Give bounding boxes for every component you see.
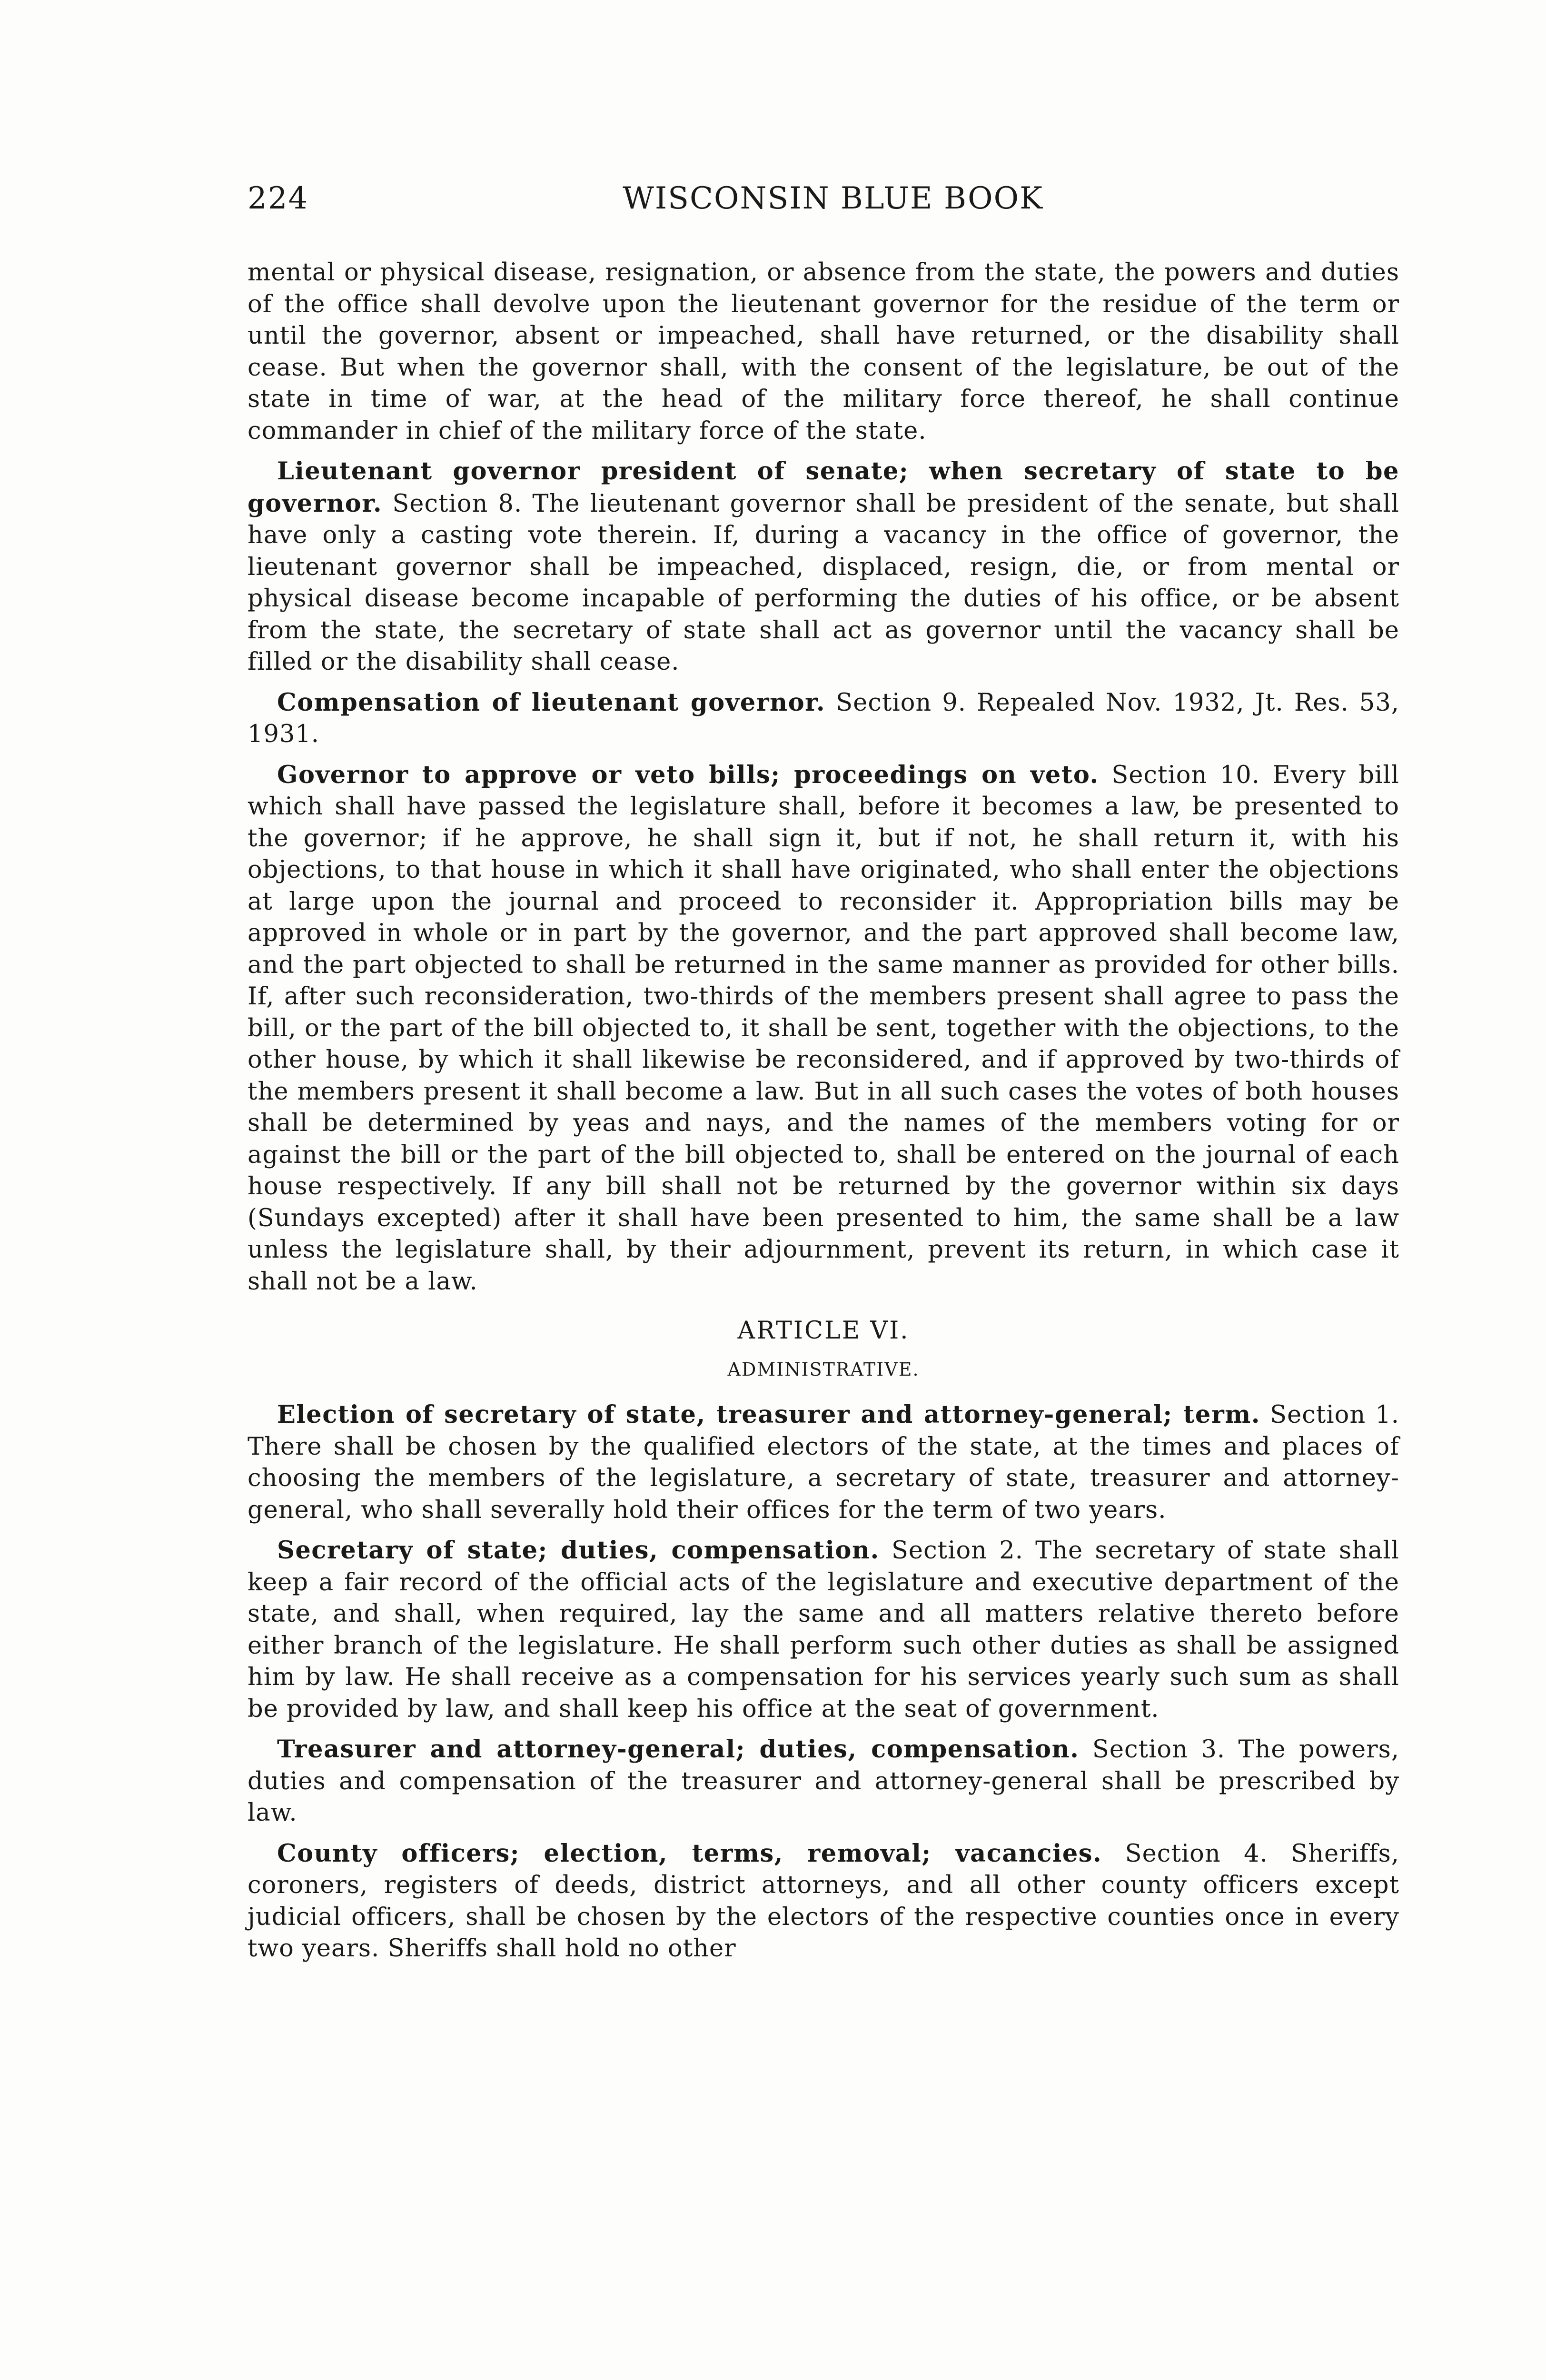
section-8-text: Section 8. The lieutenant governor shall be president of the senate, but shall have only a casting vote therein. If, during a vacancy in the office of governor, the lieutenant governor shall be impeached, displaced, resign, die, or from mental or physical disease become incapable of performing the duties of his office, or be absent from the state, the secretary of state shall act as governor until the vacancy shall be filled or the disability shall cease. [248,489,1399,676]
article-section-3-heading: Treasurer and attorney-general; duties, compensation. [277,1735,1080,1764]
article-section-4-paragraph [248,1838,1399,1965]
article-subtitle: ADMINISTRATIVE. [727,1359,920,1380]
article-section-2-text: Section 2. The secretary of state shall keep a fair record of the official acts of the legislature and executive department of the state, and shall, when required, lay the same and all matters relative thereto before either branch of the legislature. He shall perform such other duties as shall be assigned him by law. He shall receive as a compensation for his services yearly such sum as shall be provided by law, and shall keep his office at the seat of government. [248,1537,1399,1723]
section-10-text: Section 10. Every bill which shall have passed the legislature shall, before it becomes a law, be presented to the governor; if he approve, he shall sign it, but if not, he shall return it, with his objections, to that house in which it shall have originated, who shall enter the objections at large upon the journal and proceed to reconsider it. Appropriation bills may be approved in whole or in part by the governor, and the part approved shall become law, and the part objected to shall be returned in the same manner as provided for other bills. If, after such reconsideration, two-thirds of the members present shall agree to pass the bill, or the part of the bill objected to, it shall be sent, together with the objections, to the other house, by which it shall likewise be reconsidered, and if approved by two-thirds of the members present it shall become a law. But in all such cases the votes of both houses shall be determined by yeas and nays, and the names of the members voting for or against the bill or the part of the bill objected to, shall be entered on the journal of each house respectively. If any bill shall not be returned by the governor within six days (Sundays excepted) after it shall have been presented to him, the same shall be a law unless the legislature shall, by their adjournment, prevent its return, in which case it shall not be a law. [248,761,1399,1296]
article-section-1-paragraph [248,1399,1399,1526]
article-section-4-text: Section 4. Sheriffs, coroners, registers of deeds, district attorneys, and all other county officers except judicial officers, shall be chosen by the electors of the respective counties once in every two years. Sheriffs shall hold no other [248,1839,1399,1963]
article-section-1-heading: Election of secretary of state, treasurer and attorney-general; term. [277,1400,1260,1429]
running-header [248,181,1399,224]
article-section-3-text: Section 3. The powers, duties and compensation of the treasurer and attorney-general shall be prescribed by law. [248,1735,1399,1827]
section-9-paragraph [248,687,1399,751]
page-number: 224 [248,181,309,216]
section-9-text: Section 9. Repealed Nov. 1932, Jt. Res. 53, 1931. [248,688,1399,748]
section-8-paragraph [248,456,1399,678]
document-page [248,181,1399,1973]
section-9-heading: Compensation of lieutenant governor. [277,688,826,717]
body-text [248,257,1399,1965]
section-10-heading: Governor to approve or veto bills; proceedings on veto. [277,760,1099,789]
article-section-1-text: Section 1. There shall be chosen by the qualified electors of the state, at the times and places of choosing the members of the legislature, a secretary of state, treasurer and attorney-general, who shall severally hold their offices for the term of two years. [248,1401,1399,1524]
article-section-2-paragraph [248,1535,1399,1725]
running-title: WISCONSIN BLUE BOOK [623,181,1043,216]
section-10-paragraph [248,759,1399,1298]
article-section-3-paragraph [248,1734,1399,1829]
continued-paragraph: mental or physical disease, resignation, or absence from the state, the powers and duties of the office shall devolve upon the lieutenant governor for the residue of the term or until the governor, absent or impeached, shall have returned, or the disability shall cease. But when the governor shall, with the consent of the legislature, be out of the state in time of war, at the head of the military force thereof, he shall continue commander in chief of the military force of the state. [248,258,1399,445]
article-section-2-heading: Secretary of state; duties, compensation. [277,1536,880,1565]
article-section-4-heading: County officers; election, terms, removal; vacancies. [277,1839,1102,1868]
article-title: ARTICLE VI. [737,1317,910,1345]
section-8-heading: Lieutenant governor president of senate; when secretary of state to be governor. [248,457,1399,518]
